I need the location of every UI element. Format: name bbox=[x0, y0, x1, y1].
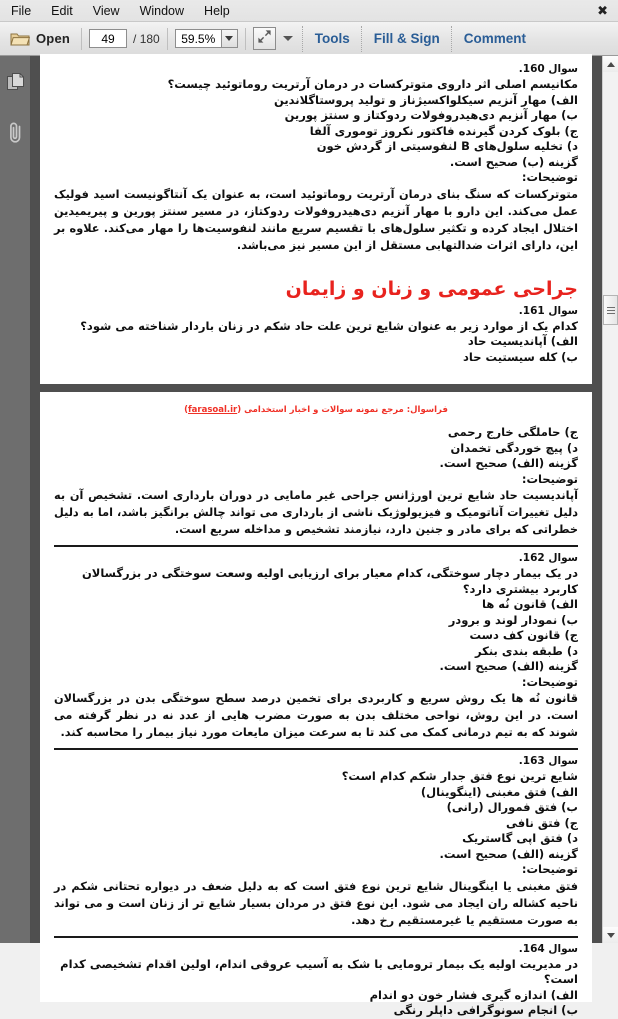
toolbar-separator-2 bbox=[167, 28, 168, 50]
fit-page-icon bbox=[257, 29, 272, 49]
pdf-page-49 bbox=[40, 54, 592, 384]
question-answer: گزینه (الف) صحیح است. bbox=[439, 456, 578, 470]
comment-button[interactable]: Comment bbox=[463, 31, 526, 46]
fit-page-button[interactable] bbox=[253, 27, 276, 50]
scroll-down-button[interactable] bbox=[603, 927, 618, 943]
question-option: ب) مهار آنزیم دی‌هیدروفولات ردوکتاز و سنتز پورین bbox=[284, 108, 578, 122]
toolbar-separator-1 bbox=[81, 28, 82, 50]
question-option: د) تخلیه سلول‌های B لنفوسیتی از گردش خون bbox=[316, 139, 578, 153]
zoom-dropdown-button[interactable] bbox=[221, 29, 238, 48]
question-divider bbox=[54, 936, 578, 938]
section-title: جراحی عمومی و زنان و زایمان bbox=[285, 277, 578, 300]
question-explanation: فتق مغبنی یا اینگوینال شایع ترین نوع فتق است که به دلیل ضعف در دیواره تحتانی شکم در ناحیه کشاله ران ایجاد می شود. این نوع فتق در مردان بسیار شایع تر از زنان است و می تواند به صورت مستقیم یا غیرمستقیم رخ دهد. bbox=[54, 879, 578, 927]
page-nav-group bbox=[89, 22, 160, 55]
menu-help[interactable]: Help bbox=[204, 3, 230, 18]
question-divider bbox=[54, 545, 578, 547]
question-stem: در مدیریت اولیه یک بیمار ترومایی با شک به آسیب عروقی اندام، اولین اقدام تشخیصی کدام است؟ bbox=[60, 956, 578, 986]
question-option: د) طبقه بندی بنکر bbox=[475, 643, 578, 658]
fit-dropdown-icon[interactable] bbox=[283, 36, 293, 41]
question-explanation: قانون نُه ها یک روش سریع و کاربردی برای تخمین درصد سطح سوختگی بدن در بزرگسالان است. در این روش، نواحی مختلف بدن به صورت مضرب هایی از عدد نه در نظر گرفته می شوند که به تیم درمانی کمک می کند تا به سرعت میزان مایعات مورد نیاز بیمار را محاسبه کند. bbox=[54, 692, 578, 739]
open-button-label: Open bbox=[36, 31, 71, 46]
zoom-level-input[interactable]: 59.5% bbox=[175, 29, 221, 48]
document-viewport[interactable] bbox=[31, 56, 602, 1017]
folder-open-icon bbox=[10, 31, 30, 47]
question-option: ب) کله سیستیت حاد bbox=[463, 349, 578, 364]
page-total-label: / 180 bbox=[133, 31, 160, 46]
question-explanation: آپاندیسیت حاد شایع ترین اورژانس جراحی غیر مامایی در دوران بارداری است. تشخیص آن به دلیل تغییرات آناتومیک و فیزیولوژیک ناشی از بارداری می تواند چالش برانگیز باشد، اما به دلیل خطراتی که برای مادر و جنین دارد، نیازمند تشخیص و مداخله سریع است. bbox=[54, 489, 578, 536]
toolbar-separator-5 bbox=[361, 26, 363, 52]
menu-view[interactable]: View bbox=[92, 3, 120, 18]
question-option: الف) اندازه گیری فشار خون دو اندام bbox=[369, 987, 578, 1002]
zoom-group bbox=[175, 22, 238, 55]
close-icon[interactable]: ✖ bbox=[597, 2, 608, 18]
pdf-page-49-content bbox=[40, 54, 592, 365]
question-stem: کدام یک از موارد زیر به عنوان شایع ترین علت حاد شکم در زنان باردار شناخته می شود؟ bbox=[80, 318, 578, 333]
menu-window[interactable]: Window bbox=[139, 3, 185, 18]
page-number-input[interactable]: 49 bbox=[89, 29, 127, 48]
question-answer: گزینه (الف) صحیح است. bbox=[439, 846, 578, 861]
question-explanation: متوترکسات که سنگ بنای درمان آرتریت روماتوئید است، به عنوان یک آنتاگونیست اسید فولیک عمل می‌کند. این دارو با مهار آنزیم دی‌هیدروفولات ردوکتاز، در مسیر سنتز پورین و پیریمیدین اختلال ایجاد کرده و تکثیر سلول‌های با تقسیم سریع مانند لنفوسیت‌ها را مهار می‌کند. علاوه بر این، دارای اثرات ضدالتهابی مستقل از این مسیر نیز می‌باشد. bbox=[54, 187, 578, 252]
scroll-thumb-grip-icon bbox=[607, 305, 615, 316]
question-option: ب) فتق فمورال (رانی) bbox=[446, 800, 578, 814]
question-option: ج) حاملگی خارج رحمی bbox=[447, 425, 578, 439]
question-number: سوال 161. bbox=[518, 304, 578, 317]
menu-file[interactable]: File bbox=[11, 3, 32, 18]
question-stem: شایع ترین نوع فتق جدار شکم کدام است؟ bbox=[341, 769, 578, 783]
toolbar-separator-6 bbox=[451, 26, 453, 52]
tools-button[interactable]: Tools bbox=[314, 31, 350, 46]
question-option: د) فتق اپی گاستریک bbox=[462, 831, 578, 845]
page-header-note-prefix: فراسوال: مرجع نمونه سوالات و اخبار استخدامی ( bbox=[237, 405, 448, 415]
triangle-up-icon bbox=[607, 62, 615, 67]
question-option: ج) فتق نافی bbox=[506, 815, 578, 830]
fit-group bbox=[253, 22, 293, 55]
open-button[interactable] bbox=[6, 29, 74, 49]
vertical-scrollbar[interactable] bbox=[602, 56, 618, 943]
question-option: الف) آپاندیسیت حاد bbox=[467, 334, 578, 348]
question-divider bbox=[54, 748, 578, 750]
question-stem: در یک بیمار دچار سوختگی، کدام معیار برای ارزیابی اولیه وسعت سوختگی در بزرگسالان کاربرد بیشتری دارد؟ bbox=[81, 566, 578, 596]
question-stem: مکانیسم اصلی اثر داروی متوترکسات در درمان آرتریت روماتوئید چیست؟ bbox=[167, 77, 578, 91]
toolbar-separator-4 bbox=[302, 26, 304, 52]
pdf-page-50 bbox=[40, 392, 592, 1017]
page-thumbnails-icon[interactable] bbox=[0, 62, 30, 100]
explanation-label: توضیحات: bbox=[521, 862, 578, 876]
menu-edit[interactable]: Edit bbox=[51, 3, 73, 18]
question-option: ج) قانون کف دست bbox=[469, 628, 578, 642]
navigation-pane bbox=[0, 56, 31, 943]
scroll-up-button[interactable] bbox=[603, 56, 618, 72]
question-number: سوال 164. bbox=[518, 942, 578, 955]
question-option: ب) نمودار لوند و برودر bbox=[448, 612, 578, 627]
question-answer: گزینه (ب) صحیح است. bbox=[449, 154, 578, 169]
explanation-label: توضیحات: bbox=[521, 170, 578, 184]
scroll-thumb[interactable] bbox=[603, 295, 618, 325]
explanation-label: توضیحات: bbox=[521, 471, 578, 486]
page-header-note-suffix: ) bbox=[184, 405, 188, 415]
farasoal-link[interactable]: farasoal.ir bbox=[187, 405, 238, 415]
question-option: ب) انجام سونوگرافی داپلر رنگی bbox=[393, 1003, 578, 1017]
question-option: الف) فتق مغبنی (اینگوینال) bbox=[420, 784, 578, 799]
question-option: الف) قانون نُه ها bbox=[482, 597, 578, 611]
attachments-icon[interactable] bbox=[0, 114, 30, 152]
question-option: د) پیچ خوردگی تخمدان bbox=[450, 440, 578, 455]
pdf-page-50-content bbox=[40, 392, 592, 1019]
question-answer: گزینه (الف) صحیح است. bbox=[439, 659, 578, 673]
question-option: ج) بلوک کردن گیرنده فاکتور نکروز توموری آلفا bbox=[309, 123, 578, 138]
chevron-down-icon bbox=[225, 36, 233, 41]
toolbar-separator-3 bbox=[245, 28, 246, 50]
main-toolbar bbox=[0, 22, 618, 56]
question-option: الف) مهار آنزیم سیکلواکسیژناز و تولید پروستاگلاندین bbox=[274, 92, 578, 107]
header-gap bbox=[54, 417, 578, 425]
question-number: سوال 162. bbox=[518, 552, 578, 564]
question-number: سوال 163. bbox=[518, 755, 578, 767]
fill-and-sign-button[interactable]: Fill & Sign bbox=[373, 31, 440, 46]
triangle-down-icon bbox=[607, 933, 615, 938]
explanation-label: توضیحات: bbox=[521, 674, 578, 689]
page-header-note bbox=[54, 404, 578, 417]
menu-bar bbox=[0, 0, 618, 22]
question-number: سوال 160. bbox=[518, 63, 578, 75]
